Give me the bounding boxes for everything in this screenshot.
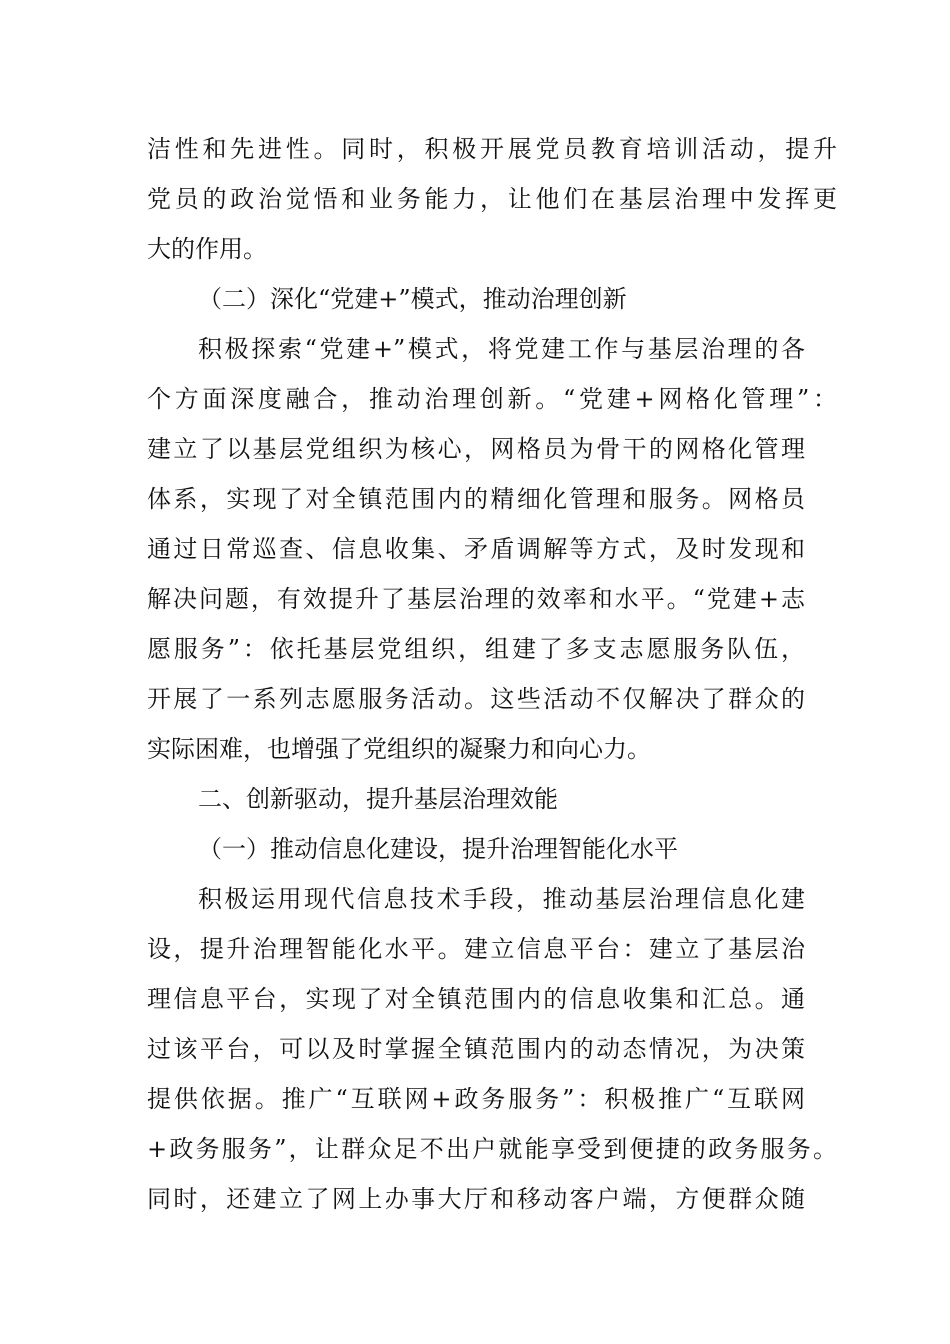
chapter-heading: 二、创新驱动，提升基层治理效能 (198, 785, 558, 813)
text-line: 过该平台，可以及时掌握全镇范围内的动态情况，为决策 (147, 1035, 805, 1063)
text-line: 理信息平台，实现了对全镇范围内的信息收集和汇总。通 (147, 985, 805, 1013)
text-line: 实际困难，也增强了党组织的凝聚力和向心力。 (147, 735, 651, 763)
paragraph-first-line: 积极运用现代信息技术手段，推动基层治理信息化建 (198, 885, 805, 913)
section-heading: （一）推动信息化建设，提升治理智能化水平 (198, 835, 678, 863)
text-line: 提供依据。推广“互联网+政务服务”：积极推广“互联网 (147, 1085, 805, 1113)
text-line: 个方面深度融合，推动治理创新。“党建+网格化管理”： (147, 385, 837, 413)
text-line: 建立了以基层党组织为核心，网格员为骨干的网格化管理 (147, 435, 805, 463)
text-line: 体系，实现了对全镇范围内的精细化管理和服务。网格员 (147, 485, 805, 513)
section-heading: （二）深化“党建+”模式，推动治理创新 (198, 285, 627, 313)
text-line: 通过日常巡查、信息收集、矛盾调解等方式，及时发现和 (147, 535, 805, 563)
text-line: 洁性和先进性。同时，积极开展党员教育培训活动，提升 (147, 135, 837, 163)
paragraph-first-line: 积极探索“党建+”模式，将党建工作与基层治理的各 (198, 335, 805, 363)
text-line: 党员的政治觉悟和业务能力，让他们在基层治理中发挥更 (147, 185, 837, 213)
text-line: 愿服务”：依托基层党组织，组建了多支志愿服务队伍， (147, 635, 805, 663)
text-line: +政务服务”，让群众足不出户就能享受到便捷的政务服务。 (147, 1135, 837, 1163)
text-line: 设，提升治理智能化水平。建立信息平台：建立了基层治 (147, 935, 805, 963)
text-line: 开展了一系列志愿服务活动。这些活动不仅解决了群众的 (147, 685, 805, 713)
text-line: 大的作用。 (147, 235, 267, 263)
text-line: 同时，还建立了网上办事大厅和移动客户端，方便群众随 (147, 1185, 805, 1213)
text-line: 解决问题，有效提升了基层治理的效率和水平。“党建+志 (147, 585, 805, 613)
